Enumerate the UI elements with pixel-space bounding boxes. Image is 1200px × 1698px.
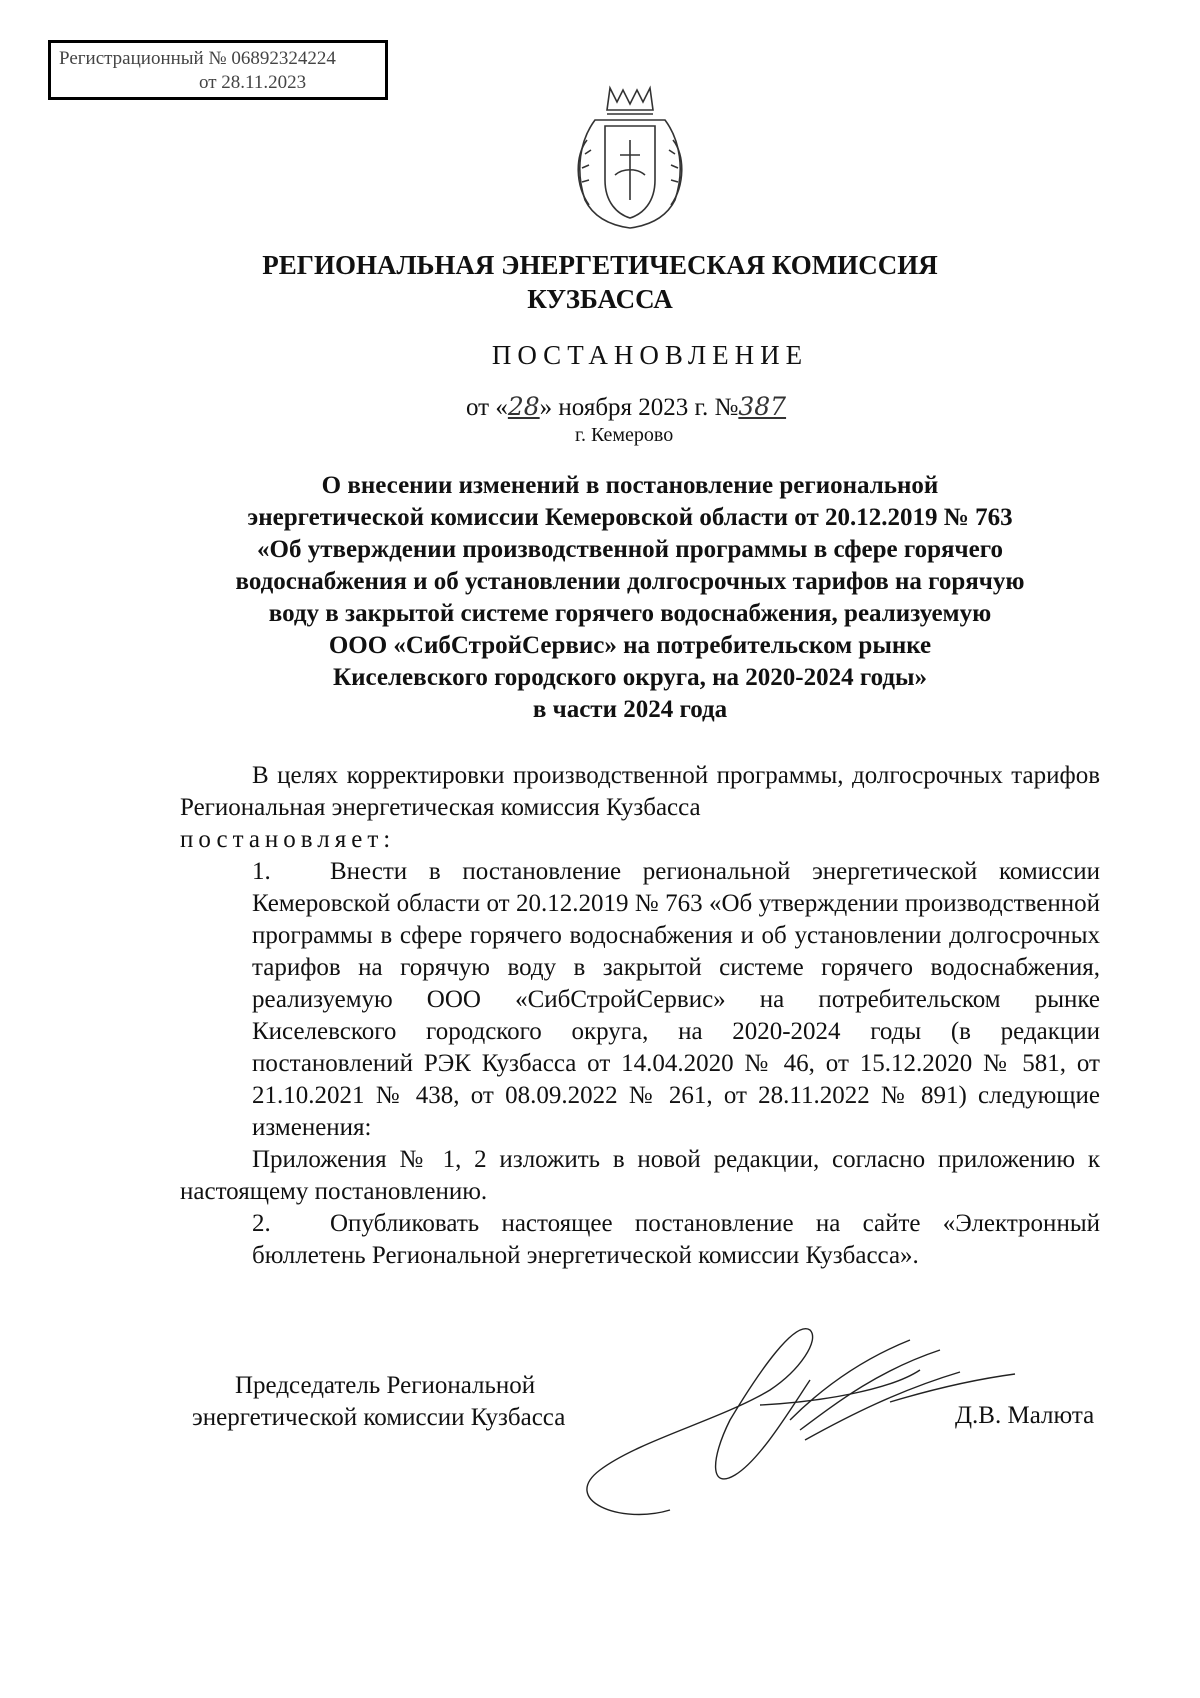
intro-paragraph: В целях корректировки производственной программы, долгосрочных тарифов Региональная энергетическая комиссия Кузбасса (180, 762, 1100, 821)
item-2-text: Опубликовать настоящее постановление на сайте «Электронный бюллетень Региональной энергетической комиссии Кузбасса». (252, 1210, 1100, 1269)
document-type: ПОСТАНОВЛЕНИЕ (491, 340, 809, 370)
registration-date: от 28.11.2023 (199, 72, 307, 93)
subject-line: в части 2024 года (532, 696, 728, 723)
document-subject (180, 470, 1080, 726)
subject-line: ООО «СибСтройСервис» на потребительском рынке (328, 632, 932, 659)
signatory-position-line-1: Председатель Региональной (235, 1372, 536, 1399)
subject-line: воду в закрытой системе горячего водоснабжения, реализуемую (268, 600, 992, 627)
handwritten-signature-icon (560, 1310, 1020, 1530)
item-1-number: 1. (252, 858, 271, 885)
subject-line: энергетической комиссии Кемеровской области от 20.12.2019 № 763 (247, 504, 1013, 531)
organization-name (0, 248, 1200, 316)
item-2 (180, 1208, 1100, 1272)
city: г. Кемерово (575, 424, 674, 446)
subject-line: О внесении изменений в постановление региональной (321, 472, 939, 499)
signatory-name: Д.В. Малюта (955, 1402, 1095, 1429)
item-2-number: 2. (252, 1210, 271, 1237)
item-1-text: Внести в постановление региональной энергетической комиссии Кемеровской области от 20.12.2019 № 763 «Об утверждении производственной программы в сфере горячего водоснабжения и об установлении долгосрочных тарифов на горячую воду в закрытой системе горячего водоснабжения, реализуемую ООО «СибСтройСервис» на потребительском рынке Киселевского городского округа, на 2020-2024 годы (в редакции постановлений РЭК Кузбасса от 14.04.2020 № 46, от 15.12.2020 № 581, от 21.10.2021 № 438, от 08.09.2022 № 261, от 28.11.2022 № 891) следующие изменения: (252, 858, 1100, 1141)
signatory-position (180, 1370, 565, 1434)
date-middle: » ноября 2023 г. № (539, 394, 739, 421)
subject-line: водоснабжения и об установлении долгосрочных тарифов на горячую (235, 568, 1025, 595)
subject-line: Киселевского городского округа, на 2020-2024 годы» (332, 664, 928, 691)
date-day: 28 (507, 392, 540, 421)
document-number: 387 (738, 392, 787, 421)
item-1 (180, 856, 1100, 1144)
date-prefix: от « (466, 394, 508, 421)
resolves-word: постановляет: (180, 826, 396, 853)
item-1-subparagraph: Приложения № 1, 2 изложить в новой редакции, согласно приложению к настоящему постановлению. (180, 1146, 1100, 1205)
signatory-position-line-2: энергетической комиссии Кузбасса (192, 1404, 566, 1431)
organization-name-line-2: КУЗБАССА (527, 284, 673, 314)
document-date-line (466, 392, 786, 422)
registration-stamp (48, 40, 388, 100)
organization-name-line-1: РЕГИОНАЛЬНАЯ ЭНЕРГЕТИЧЕСКАЯ КОМИССИЯ (262, 250, 938, 280)
subject-line: «Об утверждении производственной программы в сфере горячего (257, 536, 1003, 563)
kuzbass-coat-of-arms-icon (565, 80, 695, 230)
registration-number: Регистрационный № 06892324224 (59, 48, 336, 69)
document-body (180, 760, 1100, 1272)
